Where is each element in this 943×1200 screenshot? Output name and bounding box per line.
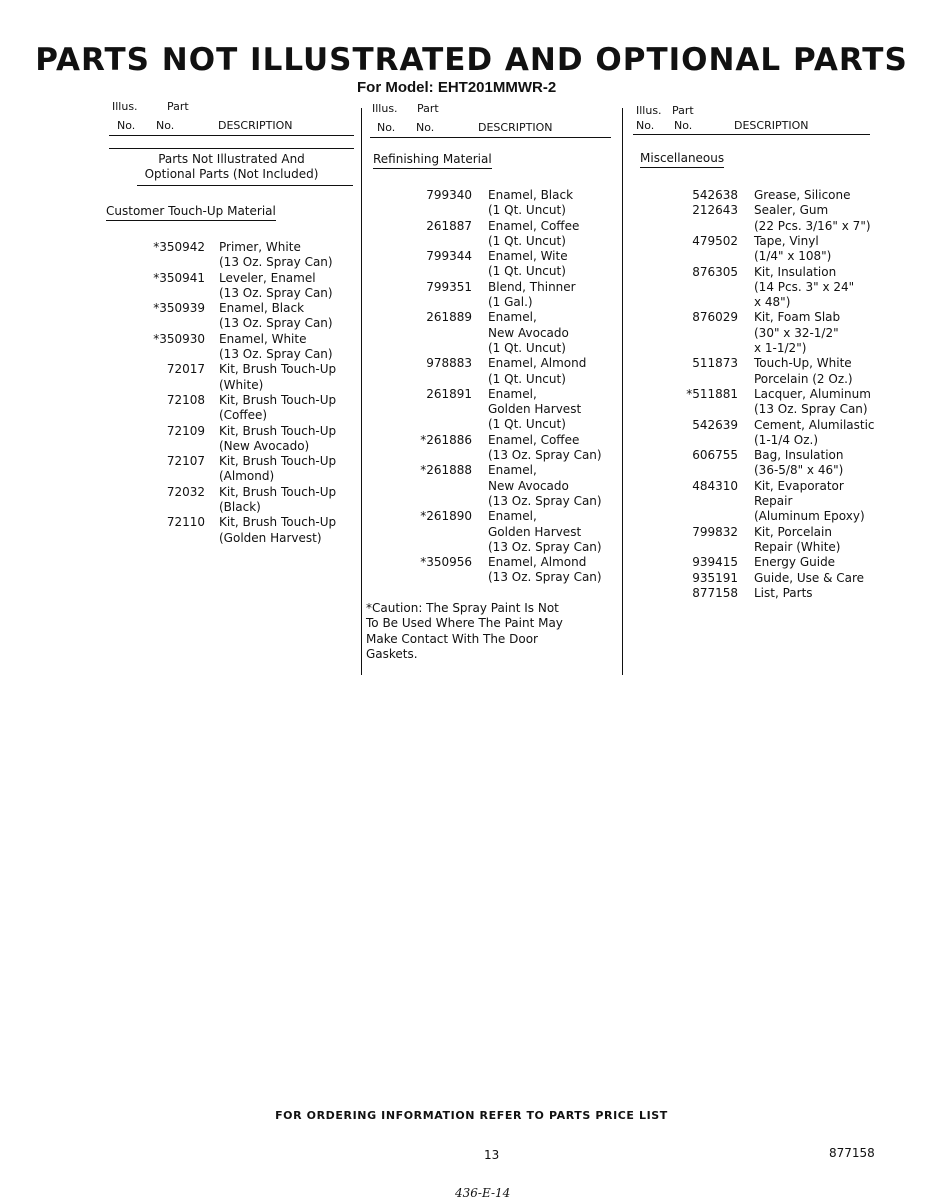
part-number: 72107 bbox=[166, 454, 205, 469]
description-line: Golden Harvest bbox=[488, 402, 582, 417]
part-description bbox=[219, 240, 333, 271]
part-number: 799340 bbox=[426, 188, 472, 202]
caution-note bbox=[366, 601, 563, 662]
description-line: Kit, Evaporator bbox=[754, 478, 844, 493]
description-line: Kit, Insulation bbox=[754, 264, 837, 279]
description-line: Touch-Up, White bbox=[754, 356, 852, 371]
description-line: (13 Oz. Spray Can) bbox=[754, 402, 868, 417]
part-description bbox=[219, 393, 336, 424]
part-description bbox=[219, 332, 333, 363]
part-number: *350941 bbox=[153, 270, 205, 285]
description-line: (White) bbox=[219, 377, 264, 392]
description-line: (13 Oz. Spray Can) bbox=[488, 493, 602, 508]
description-line: Enamel, White bbox=[219, 331, 307, 346]
col3-part-label: Part bbox=[672, 104, 694, 117]
description-line: Enamel, bbox=[488, 386, 537, 401]
description-line: Enamel, Coffee bbox=[488, 432, 580, 447]
col3-description-label: DESCRIPTION bbox=[734, 119, 809, 132]
part-description bbox=[754, 586, 813, 601]
col1-section-label: Customer Touch-Up Material bbox=[106, 204, 276, 221]
part-description bbox=[754, 555, 835, 570]
description-line: (New Avocado) bbox=[219, 438, 310, 453]
description-line: New Avocado bbox=[488, 478, 569, 493]
description-line: (13 Oz. Spray Can) bbox=[219, 285, 333, 300]
description-line: Kit, Brush Touch-Up bbox=[219, 393, 337, 407]
part-description bbox=[488, 280, 576, 311]
part-description bbox=[219, 271, 333, 302]
caution-line: Make Contact With The Door bbox=[366, 631, 538, 646]
part-number: *350930 bbox=[153, 331, 205, 346]
description-line: List, Parts bbox=[754, 585, 813, 600]
description-line: Enamel, Black bbox=[488, 188, 574, 202]
description-line: Enamel, bbox=[488, 310, 537, 325]
col3-no-label-2: No. bbox=[674, 119, 693, 132]
description-line: Enamel, Almond bbox=[488, 555, 587, 570]
description-line: Primer, White bbox=[219, 240, 301, 254]
description-line: Energy Guide bbox=[754, 555, 836, 570]
description-line: (13 Oz. Spray Can) bbox=[488, 448, 602, 463]
description-line: (36-5/8" x 46") bbox=[754, 463, 844, 478]
part-number: 876029 bbox=[692, 310, 738, 325]
description-line: (14 Pcs. 3" x 24" bbox=[754, 279, 855, 294]
part-description bbox=[754, 203, 871, 234]
caution-line: Gaskets. bbox=[366, 646, 418, 661]
part-number: 72110 bbox=[166, 515, 205, 530]
description-line: (1/4" x 108") bbox=[754, 249, 832, 264]
part-number: *261890 bbox=[420, 509, 472, 524]
col1-description-label: DESCRIPTION bbox=[218, 119, 293, 132]
part-number: 479502 bbox=[692, 233, 738, 248]
description-line: Lacquer, Aluminum bbox=[754, 386, 871, 401]
part-description bbox=[488, 433, 602, 464]
col1-box-line2: Optional Parts (Not Included) bbox=[144, 167, 319, 181]
description-line: Kit, Brush Touch-Up bbox=[219, 362, 337, 377]
part-number: 261887 bbox=[426, 218, 472, 233]
description-line: Kit, Brush Touch-Up bbox=[219, 454, 337, 469]
part-description bbox=[754, 448, 844, 479]
col1-no-label-1: No. bbox=[117, 119, 136, 132]
description-line: Golden Harvest bbox=[488, 524, 582, 539]
part-description bbox=[488, 356, 586, 387]
part-number: 877158 bbox=[692, 585, 738, 600]
part-description bbox=[488, 310, 569, 356]
part-description bbox=[488, 387, 581, 433]
part-number: 212643 bbox=[692, 203, 738, 218]
part-number: 542639 bbox=[692, 417, 738, 432]
part-number: 72017 bbox=[166, 362, 205, 377]
description-line: x 48") bbox=[754, 295, 791, 310]
part-description bbox=[488, 249, 568, 280]
description-line: Enamel, bbox=[488, 509, 537, 524]
description-line: Enamel, Coffee bbox=[488, 218, 580, 233]
part-number: 261891 bbox=[426, 386, 472, 401]
col2-no-label-2: No. bbox=[416, 121, 435, 134]
part-number: *261886 bbox=[420, 432, 472, 447]
description-line: (Aluminum Epoxy) bbox=[754, 509, 865, 524]
part-description bbox=[754, 356, 853, 387]
description-line: Kit, Brush Touch-Up bbox=[219, 515, 337, 530]
description-line: (1 Gal.) bbox=[488, 295, 533, 310]
description-line: (13 Oz. Spray Can) bbox=[488, 570, 602, 585]
description-line: Bag, Insulation bbox=[754, 448, 844, 463]
description-line: Enamel, bbox=[488, 463, 537, 478]
part-description bbox=[754, 387, 871, 418]
col3-no-label-1: No. bbox=[636, 119, 655, 132]
col1-header-rule bbox=[109, 135, 354, 136]
description-line: (Black) bbox=[219, 500, 261, 515]
description-line: Repair bbox=[754, 493, 793, 508]
part-number: 511873 bbox=[692, 356, 738, 371]
model-number: For Model: EHT201MMWR-2 bbox=[357, 79, 557, 96]
col1-illus-label: Illus. bbox=[112, 100, 138, 113]
part-description bbox=[754, 265, 854, 311]
col1-box-line1: Parts Not Illustrated And bbox=[158, 152, 305, 166]
description-line: (Golden Harvest) bbox=[219, 530, 322, 545]
part-description bbox=[219, 454, 336, 485]
description-line: Blend, Thinner bbox=[488, 279, 576, 294]
part-number: *350939 bbox=[153, 301, 205, 316]
part-number: 72108 bbox=[166, 393, 205, 407]
description-line: Sealer, Gum bbox=[754, 203, 829, 218]
part-description bbox=[754, 418, 875, 449]
description-line: (Coffee) bbox=[219, 408, 268, 423]
description-line: (13 Oz. Spray Can) bbox=[219, 316, 333, 331]
description-line: (1 Qt. Uncut) bbox=[488, 417, 566, 432]
description-line: (Almond) bbox=[219, 469, 275, 484]
part-description bbox=[488, 555, 602, 586]
part-description bbox=[754, 525, 841, 556]
part-description bbox=[754, 479, 865, 525]
description-line: Kit, Brush Touch-Up bbox=[219, 484, 337, 499]
description-line: (13 Oz. Spray Can) bbox=[219, 255, 333, 270]
col3-header-rule bbox=[633, 134, 870, 135]
description-line: (1 Qt. Uncut) bbox=[488, 371, 566, 386]
col2-part-label: Part bbox=[417, 102, 439, 115]
description-line: Cement, Alumilastic bbox=[754, 417, 875, 432]
ordering-footer: FOR ORDERING INFORMATION REFER TO PARTS PRICE LIST bbox=[275, 1109, 668, 1122]
page-number: 13 bbox=[484, 1148, 500, 1162]
caution-line: *Caution: The Spray Paint Is Not bbox=[366, 601, 559, 615]
col3-section-label: Miscellaneous bbox=[640, 151, 724, 168]
part-number: 261889 bbox=[426, 310, 472, 325]
col2-description-label: DESCRIPTION bbox=[478, 121, 553, 134]
part-number: 876305 bbox=[692, 264, 738, 279]
handwritten-code: 436-E-14 bbox=[455, 1186, 511, 1200]
description-line: Kit, Porcelain bbox=[754, 524, 832, 539]
part-description bbox=[219, 301, 333, 332]
part-number: 799344 bbox=[426, 249, 472, 264]
description-line: Kit, Brush Touch-Up bbox=[219, 423, 337, 438]
col3-illus-label: Illus. bbox=[636, 104, 662, 117]
col1-box-top-rule bbox=[109, 148, 354, 149]
caution-line: To Be Used Where The Paint May bbox=[366, 616, 563, 631]
description-line: Porcelain (2 Oz.) bbox=[754, 371, 853, 386]
col1-section-title bbox=[106, 204, 276, 221]
part-number: *511881 bbox=[686, 386, 738, 401]
description-line: (1 Qt. Uncut) bbox=[488, 264, 566, 279]
part-description bbox=[219, 362, 336, 393]
part-number: 72032 bbox=[166, 484, 205, 499]
col1-no-label-2: No. bbox=[156, 119, 175, 132]
description-line: Tape, Vinyl bbox=[754, 233, 819, 248]
col2-section-title bbox=[373, 152, 492, 169]
description-line: Repair (White) bbox=[754, 539, 841, 554]
description-line: Enamel, Almond bbox=[488, 356, 587, 371]
description-line: Enamel, Wite bbox=[488, 249, 568, 264]
col2-no-label-1: No. bbox=[377, 121, 396, 134]
part-description bbox=[219, 515, 336, 546]
part-number: 542638 bbox=[692, 188, 738, 202]
column-divider-1 bbox=[361, 108, 362, 675]
part-number: 935191 bbox=[692, 570, 738, 585]
description-line: Guide, Use & Care bbox=[754, 570, 865, 585]
description-line: (1 Qt. Uncut) bbox=[488, 233, 566, 248]
document-number: 877158 bbox=[829, 1146, 875, 1160]
part-number: 799832 bbox=[692, 524, 738, 539]
column-divider-2 bbox=[622, 108, 623, 675]
part-number: 799351 bbox=[426, 279, 472, 294]
part-number: 72109 bbox=[166, 423, 205, 438]
part-description bbox=[219, 424, 336, 455]
part-description bbox=[754, 310, 840, 356]
description-line: (1 Qt. Uncut) bbox=[488, 340, 566, 355]
description-line: Leveler, Enamel bbox=[219, 270, 316, 285]
description-line: Kit, Foam Slab bbox=[754, 310, 841, 325]
description-line: (22 Pcs. 3/16" x 7") bbox=[754, 218, 871, 233]
col2-header-rule bbox=[370, 137, 611, 138]
part-number: *350956 bbox=[420, 555, 472, 570]
description-line: (13 Oz. Spray Can) bbox=[488, 539, 602, 554]
description-line: Grease, Silicone bbox=[754, 188, 851, 202]
part-description bbox=[488, 219, 579, 250]
part-number: 484310 bbox=[692, 478, 738, 493]
col1-part-label: Part bbox=[167, 100, 189, 113]
part-number: *261888 bbox=[420, 463, 472, 478]
part-number: 606755 bbox=[692, 448, 738, 463]
description-line: Enamel, Black bbox=[219, 301, 305, 316]
part-number: *350942 bbox=[153, 240, 205, 254]
col3-section-title bbox=[640, 151, 724, 168]
page-title: PARTS NOT ILLUSTRATED AND OPTIONAL PARTS bbox=[35, 42, 908, 78]
col2-illus-label: Illus. bbox=[372, 102, 398, 115]
part-description bbox=[488, 188, 573, 219]
col2-section-label: Refinishing Material bbox=[373, 152, 492, 169]
part-description bbox=[488, 509, 602, 555]
part-number: 939415 bbox=[692, 555, 738, 570]
part-number: 978883 bbox=[426, 356, 472, 371]
part-description bbox=[754, 188, 851, 203]
description-line: (30" x 32-1/2" bbox=[754, 325, 839, 340]
description-line: (1 Qt. Uncut) bbox=[488, 203, 566, 218]
description-line: (13 Oz. Spray Can) bbox=[219, 347, 333, 362]
part-description bbox=[488, 463, 602, 509]
col1-box-bottom-rule bbox=[137, 185, 353, 186]
description-line: x 1-1/2") bbox=[754, 340, 807, 355]
description-line: New Avocado bbox=[488, 325, 569, 340]
description-line: (1-1/4 Oz.) bbox=[754, 432, 819, 447]
part-description bbox=[219, 485, 336, 516]
part-description bbox=[754, 571, 864, 586]
part-description bbox=[754, 234, 831, 265]
